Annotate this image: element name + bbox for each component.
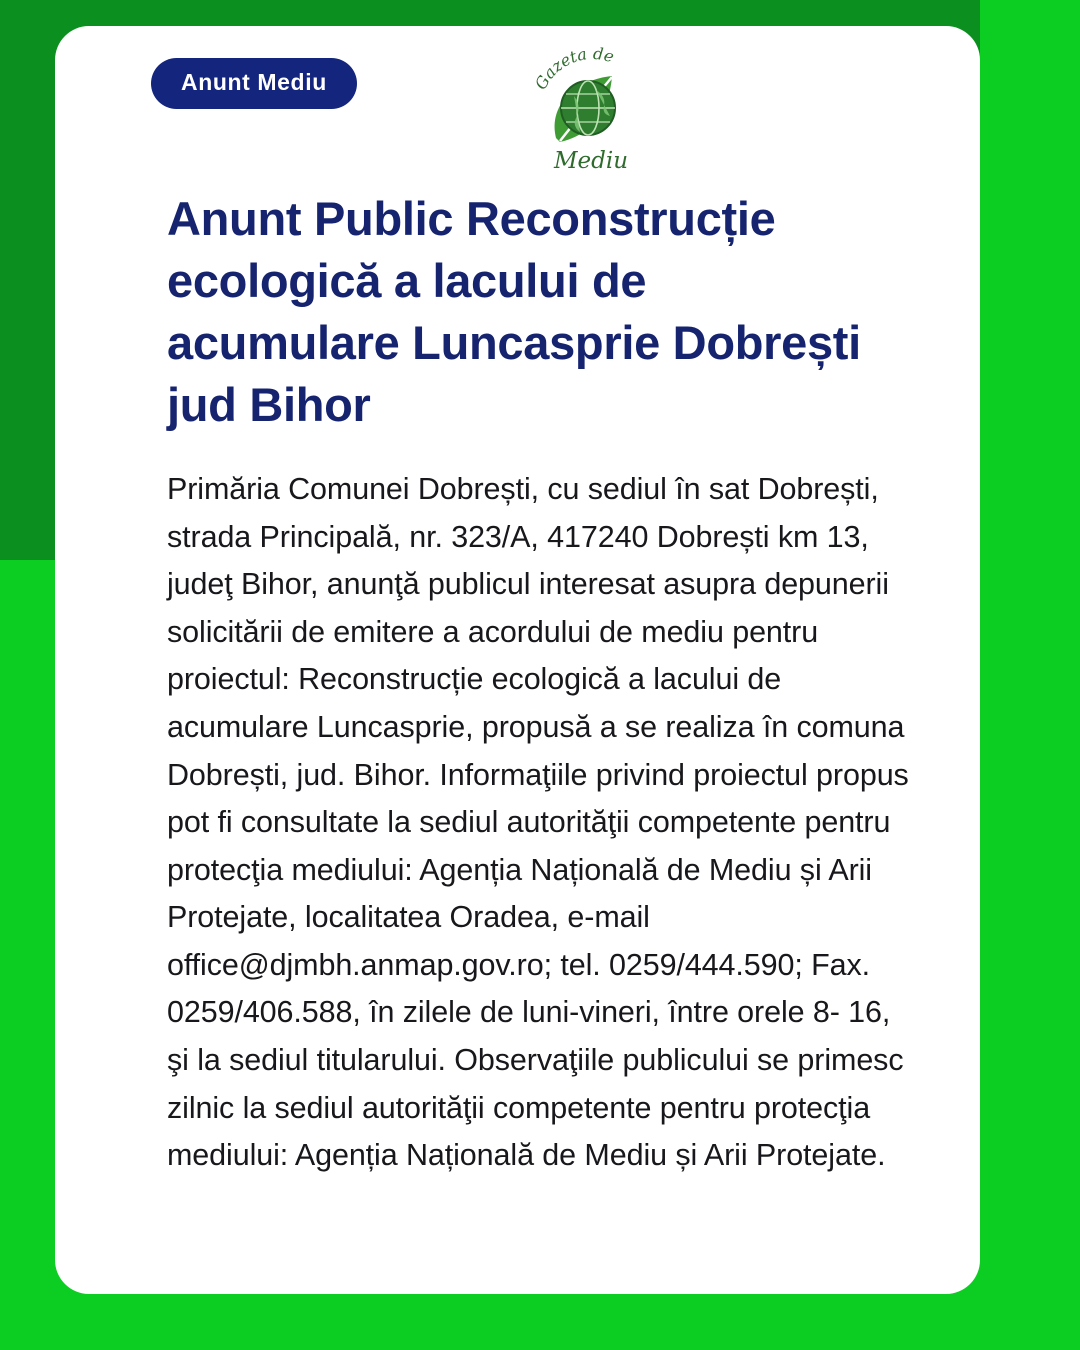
gazeta-de-mediu-logo-icon <box>526 46 656 176</box>
announcement-card <box>55 26 980 1294</box>
announcement-body: Primăria Comunei Dobrești, cu sediul în sat Dobrești, strada Principală, nr. 323/A, 417240 Dobrești km 13, judeţ Bihor, anunţă publicul interesat asupra depunerii solicitării de emitere a acordului de mediu pentru proiectul: Reconstrucție ecologică a lacului de acumulare Luncasprie, propusă a se realiza în comuna Dobrești, jud. Bihor. Informaţiile privind proiectul propus pot fi consultate la sediul autorităţii competente pentru protecţia mediului: Agenția Națională de Mediu și Arii Protejate, localitatea Oradea, e-mail office@djmbh.anmap.gov.ro; tel. 0259/444.590; Fax. 0259/406.588, în zilele de luni-vineri, între orele 8- 16, şi la sediul titularului. Observaţiile publicului se primesc zilnic la sediul autorităţii competente pentru protecţia mediului: Agenția Națională de Mediu și Arii Protejate. <box>167 472 909 1173</box>
svg-text:Mediu: Mediu <box>553 148 629 174</box>
category-badge: Anunt Mediu <box>151 58 357 109</box>
card-header <box>111 26 924 176</box>
page-title: Anunt Public Reconstrucție ecologică a lacului de acumulare Luncasprie Dobrești jud Bihor <box>167 192 861 432</box>
svg-text:Gazeta de: Gazeta de <box>530 46 617 93</box>
